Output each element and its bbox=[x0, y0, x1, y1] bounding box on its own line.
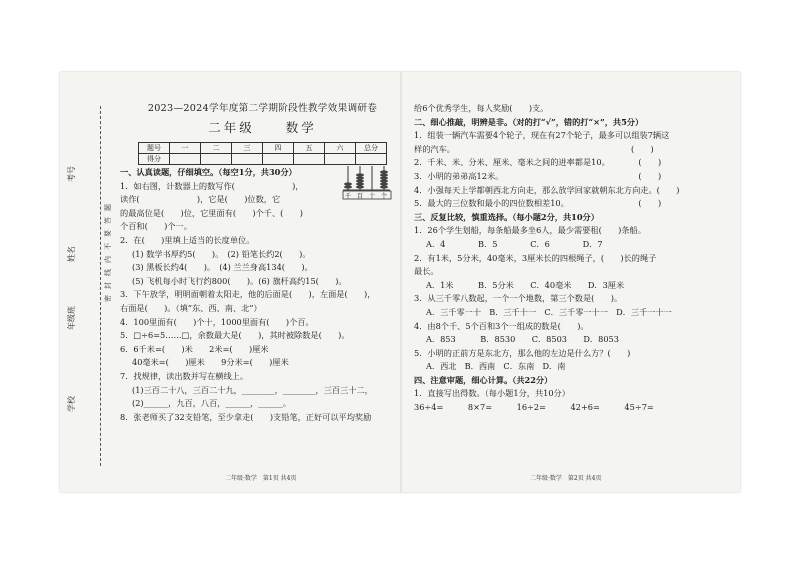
score-table-score-row bbox=[139, 154, 387, 165]
exam-title: 2023—2024学年度第二学期阶段性教学效果调研卷 bbox=[147, 103, 378, 114]
score-table-header-cell: 题号 bbox=[139, 143, 170, 154]
section-heading: 一、认真读题，仔细填空。（每空1分，共30分） bbox=[120, 167, 297, 177]
binding-warning: 密封线内不要答题 bbox=[104, 198, 112, 302]
score-table-header-cell: 总分 bbox=[356, 143, 387, 154]
score-cell bbox=[170, 154, 201, 165]
binding-class-label: 年级班 bbox=[67, 306, 76, 330]
question-line: 3．小明的弟弟高12米。 ( ) bbox=[414, 170, 662, 181]
question-line: (1)三百二十八，三百二十九，________，________，三百三十二， bbox=[132, 384, 373, 395]
score-cell bbox=[356, 154, 387, 165]
subject-label: 数学 bbox=[285, 120, 317, 135]
score-cell bbox=[325, 154, 356, 165]
left-page-footer: 二年级·数学 第1页 共4页 bbox=[225, 475, 297, 482]
question-line: 1．组装一辆汽车需要4个轮子，现在有27个轮子，最多可以组装7辆这 bbox=[414, 130, 670, 141]
question-line: (2)______，九百，八百，______，______。 bbox=[132, 398, 291, 409]
question-line: 1．直接写出得数。（每小题1分，共10分） bbox=[414, 388, 570, 399]
section-heading: 三、反复比较，慎重选择。（每小题2分，共10分） bbox=[414, 211, 599, 222]
score-table-header-cell: 五 bbox=[294, 143, 325, 154]
question-line: 5．最大的三位数和最小的四位数相差10。 ( ) bbox=[414, 198, 662, 209]
question-line: 读作( )，它是( )位数，它 bbox=[120, 194, 281, 205]
score-table-header-cell: 一 bbox=[170, 143, 201, 154]
choice-options: A．4 B．5 C．6 D．7 bbox=[426, 238, 603, 249]
question-line: 个百和( )个一。 bbox=[120, 221, 192, 232]
left-page bbox=[120, 104, 405, 426]
question-line: 4．100里面有( )个十，1000里面有( )个百。 bbox=[120, 316, 314, 327]
grade-label: 二年级 bbox=[208, 120, 255, 135]
question-line: (3) 黑板长约4( )。 (4) 兰兰身高134( )。 bbox=[132, 262, 313, 273]
question-line: 3．下午放学，明明面朝着太阳走，他的后面是( )，左面是( )， bbox=[120, 289, 376, 300]
question-line: 3．从三千零八数起，一个一个地数，第三个数是( )。 bbox=[414, 293, 623, 304]
question-line: (5) 飞机每小时飞行约800( )。(6) 旗杆高约15( )。 bbox=[132, 275, 347, 286]
abacus-hundreds-label: 百 bbox=[356, 193, 364, 200]
question-line: 2．千米、米、分米、厘米、毫米之间的进率都是10。 ( ) bbox=[414, 157, 662, 168]
question-line: 1．如右图，计数器上的数写作( )， bbox=[120, 180, 304, 191]
score-cell bbox=[232, 154, 263, 165]
abacus-ones-label: 个 bbox=[380, 193, 388, 200]
score-table bbox=[138, 142, 387, 165]
question-line: 样的汽车。 ( ) bbox=[414, 143, 654, 154]
seal-line bbox=[100, 106, 101, 466]
choice-options: A．三千零一十 B．三千十一 C．三千零一十一 D．三千一十一 bbox=[426, 306, 672, 317]
binding-id-label: 考号 bbox=[67, 166, 76, 182]
score-table-header-cell: 六 bbox=[325, 143, 356, 154]
question-line: 1．26个学生划船，每条船最多坐6人，最少需要租( )条船。 bbox=[414, 225, 646, 236]
score-cell bbox=[294, 154, 325, 165]
question-line: 7．找规律，读出数并写在横线上。 bbox=[120, 370, 249, 381]
score-row-label: 得分 bbox=[139, 154, 170, 165]
choice-options: A．853 B．8530 C．8503 D．8053 bbox=[426, 334, 619, 345]
choice-options: A．1米 B．5分米 C．40毫米 D．3厘米 bbox=[426, 279, 625, 290]
abacus-icon bbox=[342, 164, 392, 200]
question-line: 6．6千米=( )米 2米=( )厘米 bbox=[120, 343, 269, 354]
question-line: 8．张老师买了32支铅笔，至少拿走( )支铅笔，正好可以平均奖励 bbox=[120, 411, 372, 422]
score-table-header-cell: 四 bbox=[263, 143, 294, 154]
binding-margin bbox=[60, 72, 120, 492]
question-line: (1) 数学书厚约5( )。 (2) 铅笔长约2( )。 bbox=[132, 248, 311, 259]
question-line: 5．小明的正前方是东北方，那么他的左边是什么方？( ) bbox=[414, 347, 631, 358]
abacus-thousands-label: 千 bbox=[344, 193, 352, 200]
score-table-header-cell: 二 bbox=[201, 143, 232, 154]
grade-subject bbox=[120, 118, 405, 140]
question-line: 给6个优秀学生，每人奖励( )支。 bbox=[414, 103, 549, 113]
score-cell bbox=[201, 154, 232, 165]
abacus-tens-label: 十 bbox=[368, 193, 376, 200]
question-line: 最长。 bbox=[414, 266, 439, 277]
question-line: 4．小强每天上学都朝西北方向走，那么放学回家就朝东北方向走。( ) bbox=[414, 184, 680, 195]
question-line: 2．在( )里填上适当的长度单位。 bbox=[120, 234, 255, 245]
calculation-row: 36÷4= 8×7= 16÷2= 42+6= 45÷7= bbox=[414, 402, 654, 413]
question-line: 4．由8个千、5个百和3个一组成的数是( )。 bbox=[414, 320, 589, 331]
question-line: 右面是( )。（填“东、西、南、北”） bbox=[120, 302, 262, 313]
question-line: 的最高位是( )位，它里面有( )个千、( ) bbox=[120, 207, 303, 218]
choice-options: A．西北 B．西南 C．东南 D．南 bbox=[426, 361, 566, 372]
question-line: 40毫米=( )厘米 9分米=( )厘米 bbox=[132, 357, 289, 368]
right-page-footer: 二年级·数学 第2页 共4页 bbox=[530, 475, 602, 482]
right-page bbox=[414, 104, 714, 417]
section-heading: 二、细心推敲，明辨是非。（对的打“√”，错的打“×”，共5分） bbox=[414, 116, 644, 127]
binding-name-label: 姓名 bbox=[67, 246, 76, 262]
binding-school-label: 学校 bbox=[67, 396, 76, 412]
score-table-header-row bbox=[139, 143, 387, 154]
score-cell bbox=[263, 154, 294, 165]
question-line: 5．□÷6=5……□，余数最大是( )，其时被除数是( )。 bbox=[120, 330, 350, 341]
section-heading: 四、注意审题，细心计算。（共22分） bbox=[414, 374, 553, 385]
score-table-header-cell: 三 bbox=[232, 143, 263, 154]
question-line: 2．有1米，5分米，40毫米，3厘米长的四根绳子，( )长的绳子 bbox=[414, 252, 657, 263]
exam-sheet bbox=[60, 72, 740, 492]
